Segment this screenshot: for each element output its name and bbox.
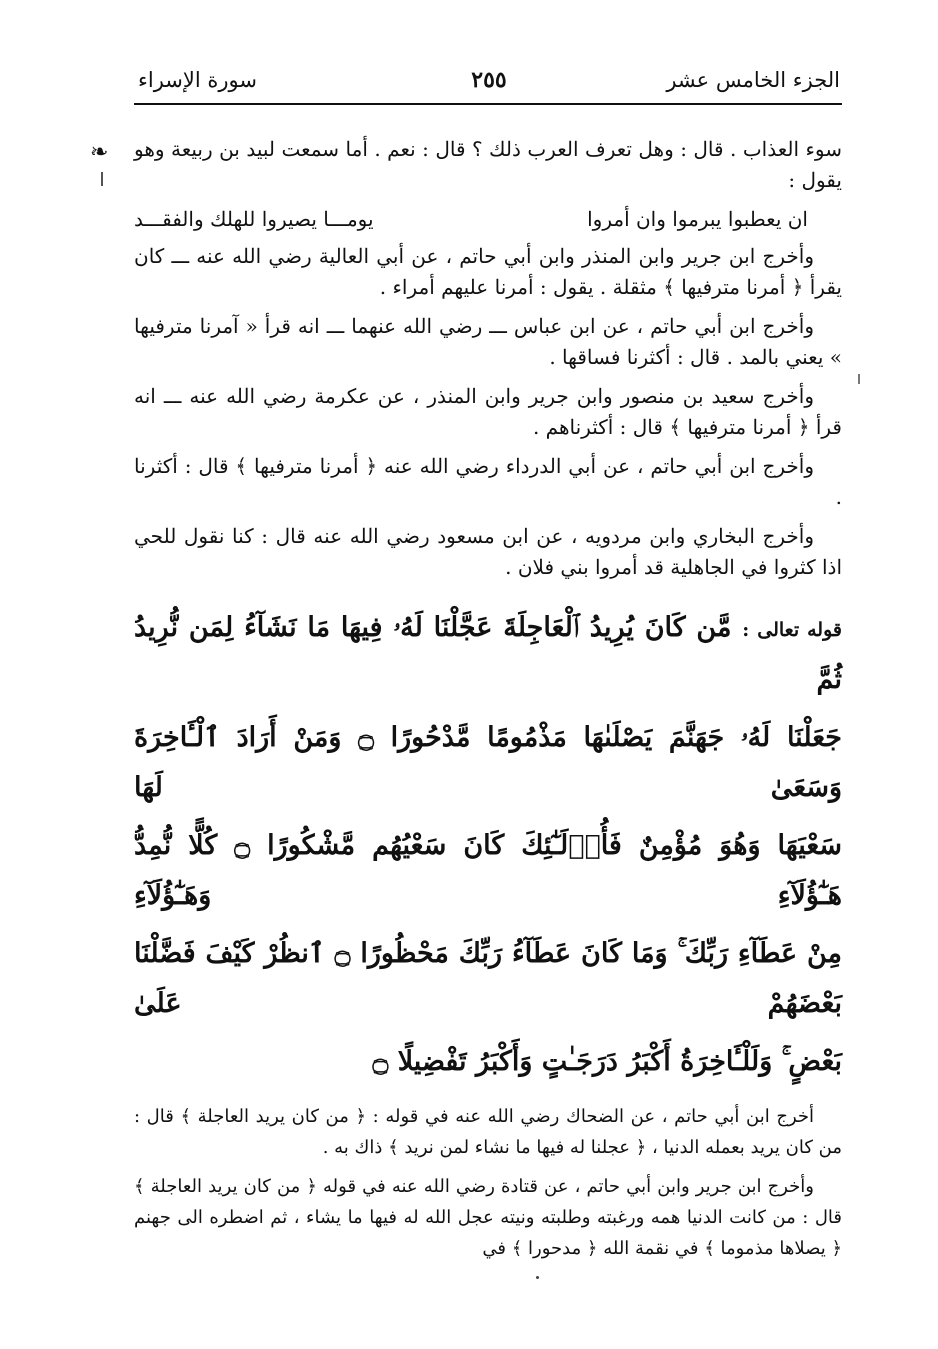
header-rule bbox=[134, 103, 842, 105]
paragraph: أخرج ابن أبي حاتم ، عن الضحاك رضي الله عنه في قوله : ﴿ من كان يريد العاجلة ﴾ قال : من كان يريد بعمله الدنيا ، ﴿ عجلنا له فيها ما نشاء لمن نريد ﴾ ذاك به . bbox=[134, 1106, 842, 1158]
quran-line bbox=[134, 603, 842, 705]
quran-text: مَّن كَانَ يُرِيدُ ٱلْعَاجِلَةَ عَجَّلْنَا لَهُۥ فِيهَا مَا نَشَآءُ لِمَن نُّرِيدُ ثُمَّ bbox=[134, 612, 842, 695]
margin-tick bbox=[858, 374, 860, 384]
poem-hemistich-left: يومـــا يصيروا للهلك والفقـــد bbox=[134, 207, 374, 231]
paragraph: وأخرج ابن أبي حاتم ، عن ابن عباس ـــ رضي الله عنهما ـــ انه قرأ « آمرنا مترفيها » يعني بالمد . قال : أكثرنا فساقها . bbox=[134, 314, 842, 369]
margin-tick bbox=[101, 172, 103, 186]
paragraph: وأخرج البخاري وابن مردويه ، عن ابن مسعود رضي الله عنه قال : كنا نقول للحي اذا كثروا في الجاهلية قد أمروا بني فلان . bbox=[134, 524, 842, 579]
page-body bbox=[134, 134, 842, 1272]
page-number: ٢٥٥ bbox=[471, 67, 507, 93]
paragraph: وأخرج ابن جرير وابن أبي حاتم ، عن قتادة رضي الله عنه في قوله ﴿ من كان يريد العاجلة ﴾ قال : من كانت الدنيا همه ورغبته وطلبته ونيته عجل الله له فيها ما يشاء ، ثم اضطره الى جهنم ﴿ يصلاها مذموما ﴾ في نقمة الله ﴿ مدحورا ﴾ في bbox=[134, 1176, 842, 1259]
paragraph: وأخرج ابن أبي حاتم ، عن أبي الدرداء رضي الله عنه ﴿ أمرنا مترفيها ﴾ قال : أكثرنا . bbox=[134, 454, 842, 509]
poem-hemistich-right: ان يعطبوا يبرموا وان أمروا bbox=[587, 207, 808, 231]
running-header bbox=[138, 62, 840, 98]
paragraph: سوء العذاب . قال : وهل تعرف العرب ذلك ؟ قال : نعم . أما سمعت لبيد بن ربيعة وهو يقول : bbox=[134, 137, 842, 192]
quran-line: مِنْ عَطَآءِ رَبِّكَ ۚ وَمَا كَانَ عَطَآءُ رَبِّكَ مَحْظُورًا ۝ ٱنظُرْ كَيْفَ فَضَّلْنَا بَعْضَهُمْ عَلَىٰ bbox=[134, 938, 842, 1019]
paragraph: وأخرج ابن جرير وابن المنذر وابن أبي حاتم ، عن أبي العالية رضي الله عنه ـــ كان يقرأ ﴿ أمرنا مترفيها ﴾ مثقلة . يقول : أمرنا عليهم أمراء . bbox=[134, 244, 842, 299]
quran-line: بَعْضٍ ۚ وَلَلْـَٔاخِرَةُ أَكْبَرُ دَرَجَـٰتٍ وَأَكْبَرُ تَفْضِيلًا ۝ bbox=[372, 1046, 842, 1077]
paragraph: وأخرج سعيد بن منصور وابن جرير وابن المنذر ، عن عكرمة رضي الله عنه ـــ انه قرأ ﴿ أمرنا مترفيها ﴾ قال : أكثرناهم . bbox=[134, 384, 842, 439]
header-part-title: الجزء الخامس عشر bbox=[666, 68, 840, 92]
poem-verse bbox=[134, 204, 842, 235]
page-speck bbox=[536, 1276, 539, 1279]
margin-ornament-icon: ❧ bbox=[90, 140, 109, 165]
quran-line: جَعَلْنَا لَهُۥ جَهَنَّمَ يَصْلَىٰهَا مَذْمُومًا مَّدْحُورًا ۝ وَمَنْ أَرَادَ ٱلْـَٔاخِرَةَ وَسَعَىٰ لَهَا bbox=[134, 722, 842, 803]
quran-intro: قوله تعالى : bbox=[742, 619, 842, 641]
quran-line: سَعْيَهَا وَهُوَ مُؤْمِنٌ فَأُو۟لَـٰٓئِكَ كَانَ سَعْيُهُم مَّشْكُورًا ۝ كُلًّا نُّمِدُّ هَـٰٓؤُلَآءِ وَهَـٰٓؤُلَآءِ bbox=[134, 830, 842, 911]
quran-passage bbox=[134, 603, 842, 1087]
header-surah-title: سورة الإسراء bbox=[138, 68, 257, 92]
